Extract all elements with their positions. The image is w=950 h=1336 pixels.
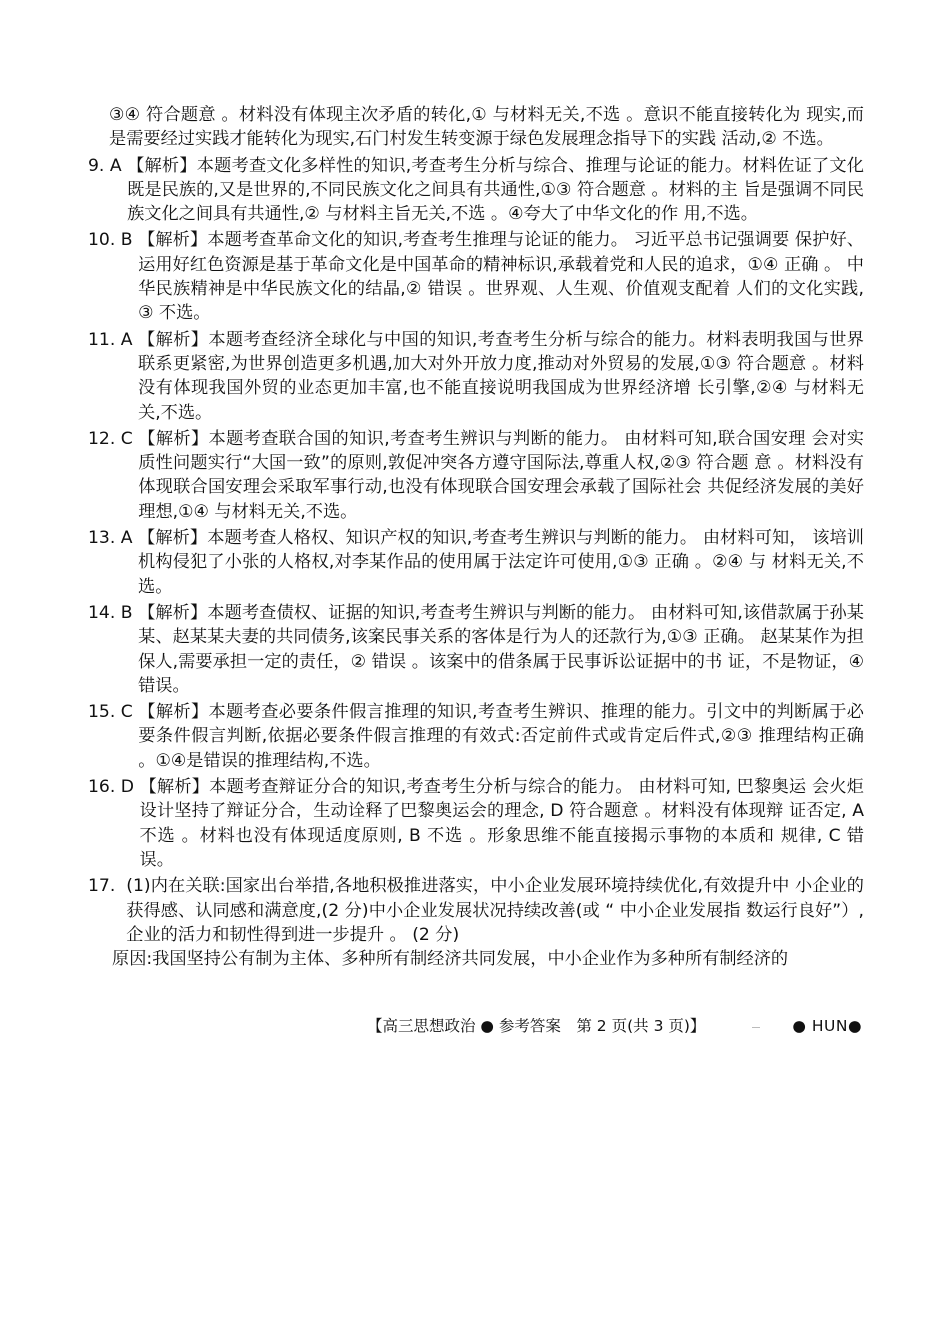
item-number: 14. B (88, 602, 139, 623)
item-number: 11. A (88, 329, 139, 350)
footer-page-info: 【高三思想政治 ● 参考答案 第 2 页(共 3 页)】 (367, 1017, 706, 1035)
reason-paragraph: 原因:我国坚持公有制为主体、多种所有制经济共同发展，中小企业作为多种所有制经济的 (112, 949, 789, 970)
answer-item-14 (88, 601, 864, 698)
item-explanation: 【解析】本题考查必要条件假言推理的知识,考查考生辨识、推理的能力。引文中的判断属于必要条件假言判断,依据必要条件假言推理的有效式:否定前件式或肯定后件式,②③ 推理结构正确 。①④是错误的推理结构,不选。 (138, 702, 864, 771)
footer-divider (752, 1027, 760, 1028)
item-explanation: 【解析】本题考查革命文化的知识,考查考生推理与论证的能力。 习近平总书记强调要 保护好、运用好红色资源是基于革命文化是中国革命的精神标识,承载着党和人民的追求，①④ 正确 。 中华民族精神是中华民族文化的结晶,② 错误 。世界观、人生观、价值观支配着 人们的文化实践,③ 不选。 (138, 230, 864, 324)
item-number: 16. D (88, 777, 140, 798)
item-number: 12. C (88, 428, 139, 449)
item-number: 9. A (88, 155, 128, 176)
answer-content (88, 103, 864, 971)
item-explanation: (1)内在关联:国家出台举措,各地积极推进落实，中小企业发展环境持续优化,有效提升中 小企业的获得感、认同感和满意度,(2 分)中小企业发展状况持续改善(或 “ 中小企业发展指 数运行良好”）,企业的活力和韧性得到进一步提升 。 (2 分) (126, 876, 864, 945)
footer-code: ● HUN● (792, 1017, 862, 1035)
page-footer (0, 1014, 950, 1038)
item-explanation: 【解析】本题考查联合国的知识,考查考生辨识与判断的能力。 由材料可知,联合国安理 会对实质性问题实行“大国一致”的原则,敦促冲突各方遵守国际法,尊重人权,②③ 符合题 意 。材料没有体现联合国安理会采取军事行动,也没有体现联合国安理会承载了国际社会 共促经济发展的美好理想,①④ 与材料无关,不选。 (138, 428, 864, 522)
answer-item-12 (88, 427, 864, 524)
item-explanation: 【解析】本题考查经济全球化与中国的知识,考查考生分析与综合的能力。材料表明我国与世界联系更紧密,为世界创造更多机遇,加大对外开放力度,推动对外贸易的发展,①③ 符合题意 。材料没有体现我国外贸的业态更加丰富,也不能直接说明我国成为世界经济增 长引擎,②④ 与材料无关,不选。 (138, 329, 864, 423)
item-explanation: 【解析】本题考查文化多样性的知识,考查考生分析与综合、推理与论证的能力。材料佐证了文化既是民族的,又是世界的,不同民族文化之间具有共通性,①③ 符合题意 。材料的主 旨是强调不同民族文化之间具有共通性,② 与材料主旨无关,不选 。④夸大了中华文化的作 用,不选。 (127, 155, 864, 225)
item-number: 17. (88, 876, 127, 897)
continued-paragraph: ③④ 符合题意 。材料没有体现主次矛盾的转化,① 与材料无关,不选 。意识不能直接转化为 现实,而是需要经过实践才能转化为现实,石门村发生转变源于绿色发展理念指导下的实践 活动,② 不选。 (109, 105, 864, 150)
item-number: 10. B (88, 230, 139, 251)
answer-item-10 (88, 228, 864, 325)
answer-item-9 (88, 154, 864, 227)
answer-item-17 (88, 874, 864, 947)
item-explanation: 【解析】本题考查辩证分合的知识,考查考生分析与综合的能力。 由材料可知, 巴黎奥运 会火炬设计坚持了辩证分合，生动诠释了巴黎奥运会的理念, D 符合题意 。材料没有体现辩 证否定, A 不选 。材料也没有体现适度原则, B 不选 。形象思维不能直接揭示事物的本质和 规律, C 错误。 (139, 777, 864, 870)
item-explanation: 【解析】本题考查人格权、知识产权的知识,考查考生辨识与判断的能力。 由材料可知， 该培训机构侵犯了小张的人格权,对李某作品的使用属于法定许可使用,①③ 正确 。②④ 与 材料无关,不选。 (138, 528, 864, 597)
item-number: 15. C (88, 702, 139, 723)
item-explanation: 【解析】本题考查债权、证据的知识,考查考生辨识与判断的能力。 由材料可知,该借款属于孙某某、赵某某夫妻的共同债务,该案民事关系的客体是行为人的还款行为,①③ 正确。 赵某某作为担保人,需要承担一定的责任，② 错误 。该案中的借条属于民事诉讼证据中的书 证，不是物证，④ 错误。 (138, 602, 864, 696)
answer-item-11 (88, 328, 864, 425)
answer-item-13 (88, 526, 864, 599)
answer-item-15 (88, 700, 864, 773)
item-number: 13. A (88, 528, 139, 549)
answer-item-16 (88, 775, 864, 872)
